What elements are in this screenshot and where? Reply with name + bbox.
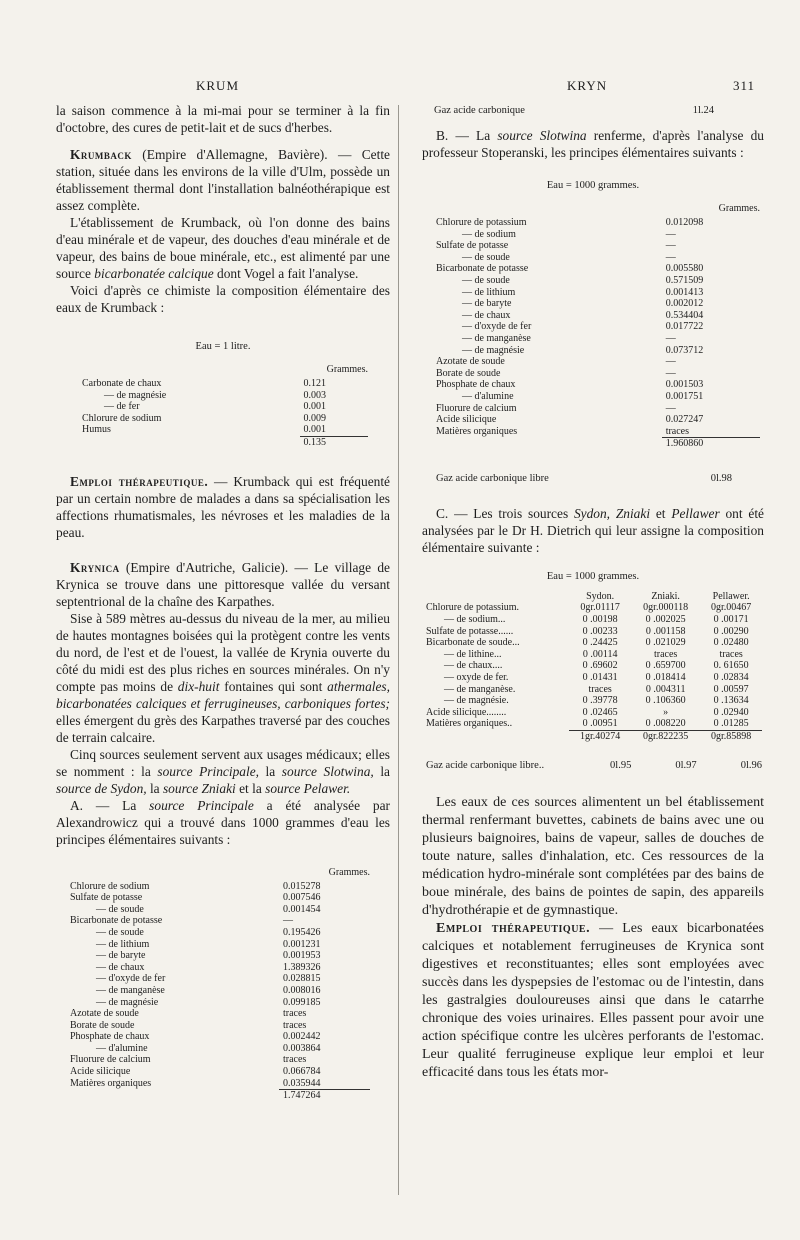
table-row: — d'oxyde de fer 0.017722 <box>462 321 704 333</box>
table-header-row: Sydon. Zniaki. Pellawer. <box>586 590 750 602</box>
table-caption: Eau = 1000 grammes. <box>546 180 640 191</box>
table-row: — de soude 0.195426 <box>96 926 321 938</box>
table-row: — de magnésie 0.073712 <box>462 344 704 356</box>
paragraph-krynica: Krynica (Empire d'Autriche, Galicie). — Le village de Krynica se trouve dans une pittoresque vallée du versant septentrional de la chaîne des Karpathes. <box>56 559 390 609</box>
entry-title: Krumback <box>70 147 132 162</box>
paragraph-emploi: Emploi thérapeutique. — Les eaux bicarbonatées calciques et notablement ferrugineuses de Krynica sont digestives et reconstituantes; elles sont employées avec succès dans les dyspepsies de l'estomac ou de l'intestin, dans les gastralgies douloureuses ainsi que dans le catarrhe chronique des voies urinaires. Elles passent pour avoir une action spécifique contre les ulcères perforants de l'estomac. Leur qualité ferrugineuse explique leur emploi et leur efficacité dans tous les états mor- <box>422 920 764 1080</box>
table-row: — de lithium 0.001413 <box>462 286 704 298</box>
paragraph: C. — Les trois sources Sydon, Zniaki et Pellawer ont été analysées par le Dr H. Dietrich qui leur assigne la composition élémentaire suivante : <box>422 505 764 555</box>
table-row: — de magnésie 0.003 <box>104 389 327 401</box>
table-row: — de sodium — <box>462 228 676 240</box>
table-row: Azotate de soude traces <box>70 1008 307 1020</box>
table-row: Borate de soude — <box>436 367 676 379</box>
paragraph: Voici d'après ce chimiste la composition élémentaire des eaux de Krumback : <box>56 283 390 315</box>
table-row: Sulfate de potasse — <box>436 240 676 252</box>
table-row: Chlorure de sodium 0.009 <box>82 412 327 424</box>
table-row: — de soude 0.001454 <box>96 903 321 915</box>
table-total: 1.960860 <box>436 438 760 450</box>
entry-title: Krynica <box>70 559 120 575</box>
table-row: Acide silicique........ 0 .02465 » 0 .02940 <box>426 706 749 718</box>
paragraph: Cinq sources seulement servent aux usages médicaux; elles se nomment : la source Principale, la source Slotwina, la source de Sydon, la source Zniaki et la source Pelawer. <box>56 746 390 796</box>
gas-line: Gaz acide carbonique libre.. 0l.95 0l.97 0l.96 <box>426 759 762 771</box>
table-row: — de manganèse. traces 0 .004311 0 .00597 <box>444 683 749 695</box>
table-slotwina <box>422 200 760 450</box>
table-row: — de lithium 0.001231 <box>96 938 321 950</box>
paragraph: Les eaux de ces sources alimentent un bel établissement thermal renfermant buvettes, cabinets de bains avec une ou plusieurs baignoires, bains de vapeur, salles de douches de toute nature, salles d'inhalation, etc. Ces ressources de la médication hydro-minérale sont complétées par des bains de boue minérale, des bains de pointes de sapin, des appareils d'hydrothérapie et de gymnastique. <box>422 794 764 918</box>
table-row: Azotate de soude — <box>436 356 676 368</box>
table-row: — de chaux 0.534404 <box>462 309 704 321</box>
table-row: Fluorure de calcium traces <box>70 1054 307 1066</box>
page-number: 311 <box>733 78 756 93</box>
table-caption: Eau = 1 litre. <box>195 341 251 352</box>
paragraph: Sise à 589 mètres au-dessus du niveau de la mer, au milieu de hautes montagnes boisées qui la protègent contre les vents du nord, de l'est et de l'ouest, la vallée de Krynia ouverte du côté du midi est des plus riches en sources minérales. On n'y compte pas moins de dix-huit fontaines qui sont athermales, bicarbonatées calciques et ferrugineuses, carboniques fortes; elles émergent du grès des Karpathes traversé par des couches de terrain calcaire. <box>56 610 390 745</box>
running-head-center: KRYN <box>567 78 608 93</box>
table-row: — de soude — <box>462 251 676 263</box>
table-row: Acide silicique 0.027247 <box>436 414 704 426</box>
table-row: — de baryte 0.001953 <box>96 950 321 962</box>
table-caption: Eau = 1000 grammes. <box>546 570 640 582</box>
table-row: — de sodium... 0 .00198 0 .002025 0 .00171 <box>444 614 749 626</box>
table-row: Bicarbonate de soude... 0 .24425 0 .021029 0 .02480 <box>426 637 749 649</box>
table-row: Chlorure de sodium 0.015278 <box>70 880 321 892</box>
table-row: Borate de soude traces <box>70 1019 307 1031</box>
left-column <box>56 102 390 1102</box>
paragraph: L'établissement de Krumback, où l'on donne des bains d'eau minérale et de vapeur, des douches d'eau minérale et de vapeur, des bains de boue minérale, etc., est alimenté par une source bicarbonatée calcique dont Vogel a fait l'analyse. <box>56 215 390 281</box>
table-row: — d'alumine 0.001751 <box>462 390 704 402</box>
table-row: Matières organiques 0.035944 <box>70 1077 321 1089</box>
table-row: — de manganèse — <box>462 332 676 344</box>
paragraph: la saison commence à la mi-mai pour se terminer à la fin d'octobre, des cures de petit-lait et de sucs d'herbes. <box>56 103 390 135</box>
table-dietrich <box>422 591 762 743</box>
table-row: — d'alumine 0.003864 <box>96 1042 321 1054</box>
table-row: Sulfate de potasse 0.007546 <box>70 892 321 904</box>
table-row: Bicarbonate de potasse 0.005580 <box>436 263 704 275</box>
table-row: — de chaux 1.389326 <box>96 961 321 973</box>
table-principale <box>56 864 370 1102</box>
unit-label: Grammes. <box>326 364 368 375</box>
table-row: Matières organiques traces <box>436 425 690 437</box>
table-row: Sulfate de potasse...... 0 .00233 0 .001158 0 .00290 <box>426 625 749 637</box>
table-row: Bicarbonate de potasse — <box>70 915 293 927</box>
table-total: 1.747264 <box>70 1090 370 1102</box>
table-row: Phosphate de chaux 0.002442 <box>70 1031 321 1043</box>
table-row: Acide silicique 0.066784 <box>70 1066 321 1078</box>
table-row: Chlorure de potassium. 0gr.01117 0gr.000118 0gr.00467 <box>426 602 752 614</box>
table-row: — de baryte 0.002012 <box>462 298 704 310</box>
table-row: Chlorure de potassium 0.012098 <box>436 217 704 228</box>
table-total: 1gr.40274 0gr.822235 0gr.85898 <box>426 731 762 743</box>
table-row: Carbonate de chaux 0.121 <box>82 378 327 389</box>
table-row: Matières organiques.. 0 .00951 0 .008220 0 .01285 <box>426 718 749 730</box>
table-row: — de fer 0.001 <box>104 401 327 413</box>
paragraph: B. — La source Slotwina renferme, d'après l'analyse du professeur Stoperanski, les principes élémentaires suivants : <box>422 128 764 160</box>
running-head-left: KRUM <box>196 78 240 93</box>
table-row: — de soude 0.571509 <box>462 274 704 286</box>
unit-label: Grammes. <box>718 203 760 214</box>
paragraph-emploi: Emploi thérapeutique. — Krumback qui est fréquenté par un certain nombre de malades a dans sa spécialisation les affections rhumatismales, les névroses et les maladies de la peau. <box>56 473 391 540</box>
table-krumback <box>56 361 368 449</box>
paragraph-krumback: Krumback (Empire d'Allemagne, Bavière). — Cette station, située dans les environs de la ville d'Ulm, possède un établissement thermal dont l'installation balnéothérapique est assez complète. <box>56 147 390 213</box>
table-row: — de magnésie 0.099185 <box>96 996 321 1008</box>
gas-line: Gaz acide carbonique libre 0l.98 <box>436 472 732 484</box>
column-divider <box>398 105 399 1195</box>
table-row: Humus 0.001 <box>82 424 327 436</box>
gas-line: Gaz acide carbonique 1l.24 <box>434 105 714 116</box>
table-row: Fluorure de calcium — <box>436 402 676 414</box>
table-row: — oxyde de fer. 0 .01431 0 .018414 0 .02834 <box>444 672 749 684</box>
table-row: — de manganèse 0.008016 <box>96 984 321 996</box>
table-row: — de magnésie. 0 .39778 0 .106360 0 .13634 <box>444 695 749 707</box>
table-row: Phosphate de chaux 0.001503 <box>436 379 704 391</box>
right-column <box>422 102 764 1082</box>
table-total: 0.135 <box>82 436 368 448</box>
table-row: — d'oxyde de fer 0.028815 <box>96 973 321 985</box>
paragraph: A. — La source Principale a été analysée par Alexandrowicz qui a trouvé dans 1000 grammes d'eau les principes élémentaires suivants : <box>56 797 391 847</box>
table-row: — de lithine... 0 .00114 traces traces <box>444 648 743 660</box>
table-row: — de chaux.... 0 .69602 0 .659700 0. 61650 <box>444 660 749 672</box>
unit-label: Grammes. <box>328 866 370 878</box>
